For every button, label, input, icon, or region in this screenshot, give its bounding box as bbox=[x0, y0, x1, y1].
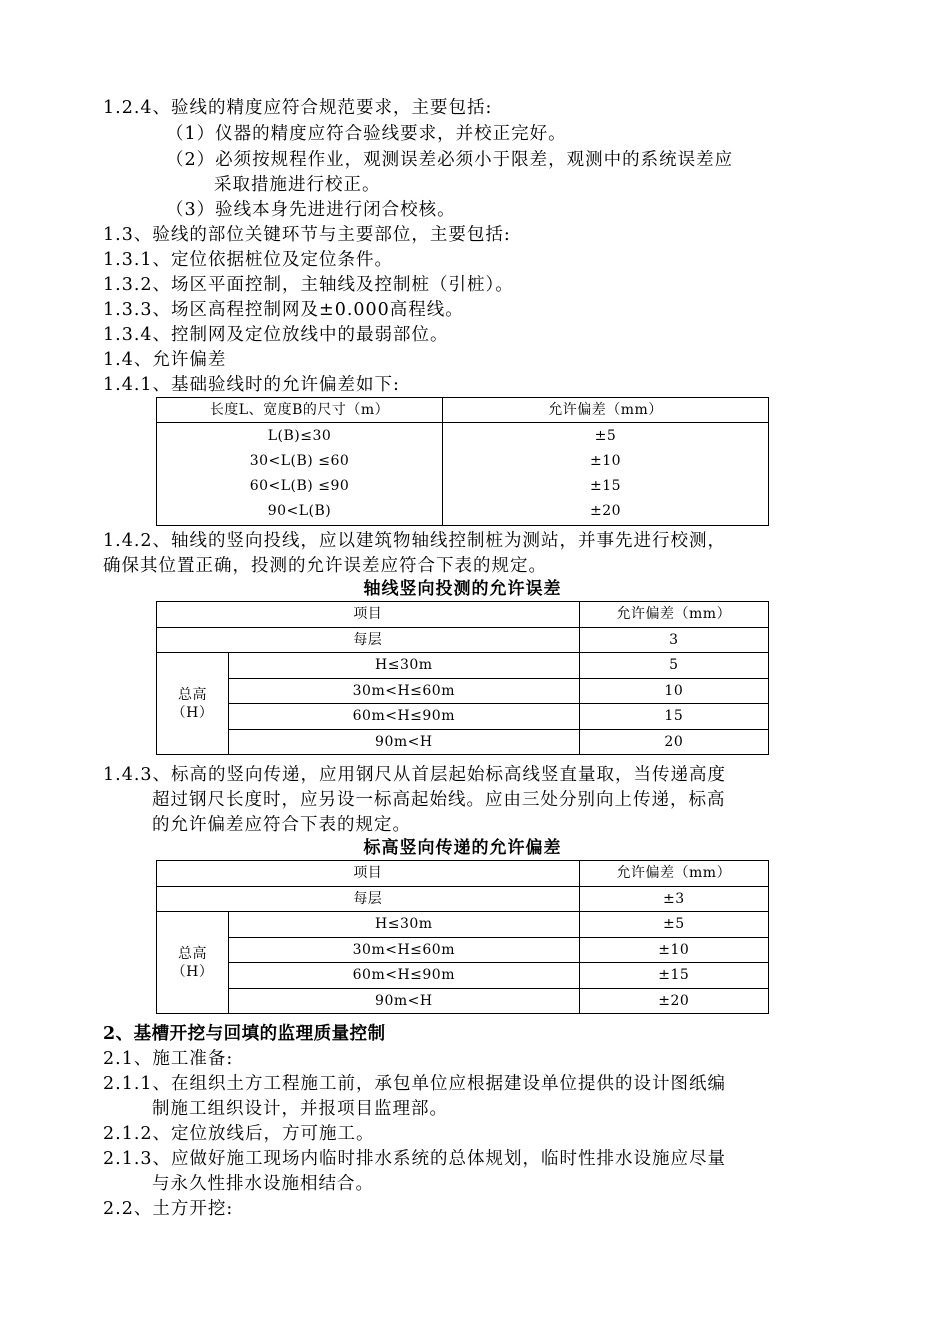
table-cell: 每层 bbox=[157, 886, 580, 912]
text-line: 1.3.3、场区高程控制网及±0.000高程线。 bbox=[103, 300, 464, 320]
text-line: 1.3.4、控制网及定位放线中的最弱部位。 bbox=[103, 325, 449, 345]
table-cell: 30m<H≤60m bbox=[229, 937, 580, 963]
table-cell: 90m<H bbox=[229, 729, 580, 755]
table-header: 允许偏差（mm） bbox=[579, 602, 768, 628]
text-line: 1.3.2、场区平面控制，主轴线及控制桩（引桩）。 bbox=[103, 275, 514, 295]
table-header: 允许偏差（mm） bbox=[443, 398, 769, 423]
table-cell: 3 bbox=[579, 627, 768, 653]
table-cell: 20 bbox=[579, 729, 768, 755]
table-cell: 30<L(B) ≤60 bbox=[249, 453, 350, 469]
table-cell: 60m<H≤90m bbox=[229, 704, 580, 730]
table-cell: 总高 bbox=[178, 945, 207, 962]
section-heading: 2、基槽开挖与回填的监理质量控制 bbox=[103, 1024, 386, 1044]
text-line: 1.2.4、验线的精度应符合规范要求，主要包括: bbox=[103, 98, 493, 118]
text-line: 制施工组织设计，并报项目监理部。 bbox=[152, 1099, 448, 1119]
text-line: 与永久性排水设施相结合。 bbox=[152, 1174, 374, 1194]
size-column bbox=[157, 423, 443, 526]
table-header: 项目 bbox=[157, 861, 580, 887]
text-line: 2.2、土方开挖: bbox=[103, 1199, 234, 1219]
table-cell: 60m<H≤90m bbox=[229, 963, 580, 989]
table-cell: ±5 bbox=[579, 912, 768, 938]
text-line: 1.4、允许偏差 bbox=[103, 350, 227, 370]
table-header: 长度L、宽度B的尺寸（m） bbox=[157, 398, 443, 423]
text-line: 1.4.3、标高的竖向传递，应用钢尺从首层起始标高线竖直量取，当传递高度 bbox=[103, 765, 727, 785]
text-line: （2）必须按规程作业，观测误差必须小于限差，观测中的系统误差应 bbox=[166, 150, 734, 170]
text-line: 2.1.1、在组织土方工程施工前，承包单位应根据建设单位提供的设计图纸编 bbox=[103, 1074, 727, 1094]
total-height-label bbox=[157, 653, 229, 755]
table-cell: （H） bbox=[171, 963, 214, 980]
table-cell: ±20 bbox=[589, 503, 622, 519]
table-caption: 轴线竖向投测的允许误差 bbox=[363, 579, 562, 599]
table-cell: （H） bbox=[171, 704, 214, 721]
text-line: 1.4.2、轴线的竖向投线，应以建筑物轴线控制桩为测站，并事先进行校测， bbox=[103, 531, 727, 551]
text-line: 的允许偏差应符合下表的规定。 bbox=[152, 815, 411, 835]
table-cell: ±10 bbox=[589, 453, 622, 469]
table-cell: ±5 bbox=[594, 428, 617, 444]
table-cell: H≤30m bbox=[229, 653, 580, 679]
text-line: （1）仪器的精度应符合验线要求，并校正完好。 bbox=[166, 124, 567, 144]
table-cell: ±3 bbox=[579, 886, 768, 912]
table-cell: ±15 bbox=[589, 478, 622, 494]
table-cell: 每层 bbox=[157, 627, 580, 653]
text-line: 采取措施进行校正。 bbox=[214, 175, 381, 195]
table-cell: 60<L(B) ≤90 bbox=[249, 478, 350, 494]
text-line: （3）验线本身先进进行闭合校核。 bbox=[166, 200, 456, 220]
table-cell: 5 bbox=[579, 653, 768, 679]
text-line: 1.4.1、基础验线时的允许偏差如下: bbox=[103, 375, 400, 395]
total-height-label bbox=[157, 912, 229, 1014]
table-cell: ±10 bbox=[579, 937, 768, 963]
text-line: 1.3、验线的部位关键环节与主要部位，主要包括: bbox=[103, 225, 511, 245]
table-cell: 90m<H bbox=[229, 988, 580, 1014]
table-caption: 标高竖向传递的允许偏差 bbox=[363, 838, 562, 858]
tolerance-table-elevation bbox=[156, 860, 769, 1014]
tolerance-table-axis bbox=[156, 601, 769, 755]
table-cell: ±15 bbox=[579, 963, 768, 989]
table-cell: 总高 bbox=[178, 686, 207, 703]
table-cell: H≤30m bbox=[229, 912, 580, 938]
text-line: 超过钢尺长度时，应另设一标高起始线。应由三处分别向上传递，标高 bbox=[152, 790, 726, 810]
table-cell: ±20 bbox=[579, 988, 768, 1014]
tolerance-table-foundation bbox=[156, 397, 769, 526]
table-header: 允许偏差（mm） bbox=[579, 861, 768, 887]
table-cell: 30m<H≤60m bbox=[229, 678, 580, 704]
text-line: 确保其位置正确，投测的允许误差应符合下表的规定。 bbox=[103, 556, 547, 576]
tolerance-column bbox=[443, 423, 769, 526]
text-line: 1.3.1、定位依据桩位及定位条件。 bbox=[103, 250, 394, 270]
table-cell: 90<L(B) bbox=[267, 503, 332, 519]
text-line: 2.1.2、定位放线后，方可施工。 bbox=[103, 1124, 375, 1144]
table-header: 项目 bbox=[157, 602, 580, 628]
table-cell: L(B)≤30 bbox=[267, 428, 332, 444]
table-cell: 10 bbox=[579, 678, 768, 704]
text-line: 2.1.3、应做好施工现场内临时排水系统的总体规划，临时性排水设施应尽量 bbox=[103, 1149, 727, 1169]
table-cell: 15 bbox=[579, 704, 768, 730]
text-line: 2.1、施工准备: bbox=[103, 1049, 234, 1069]
